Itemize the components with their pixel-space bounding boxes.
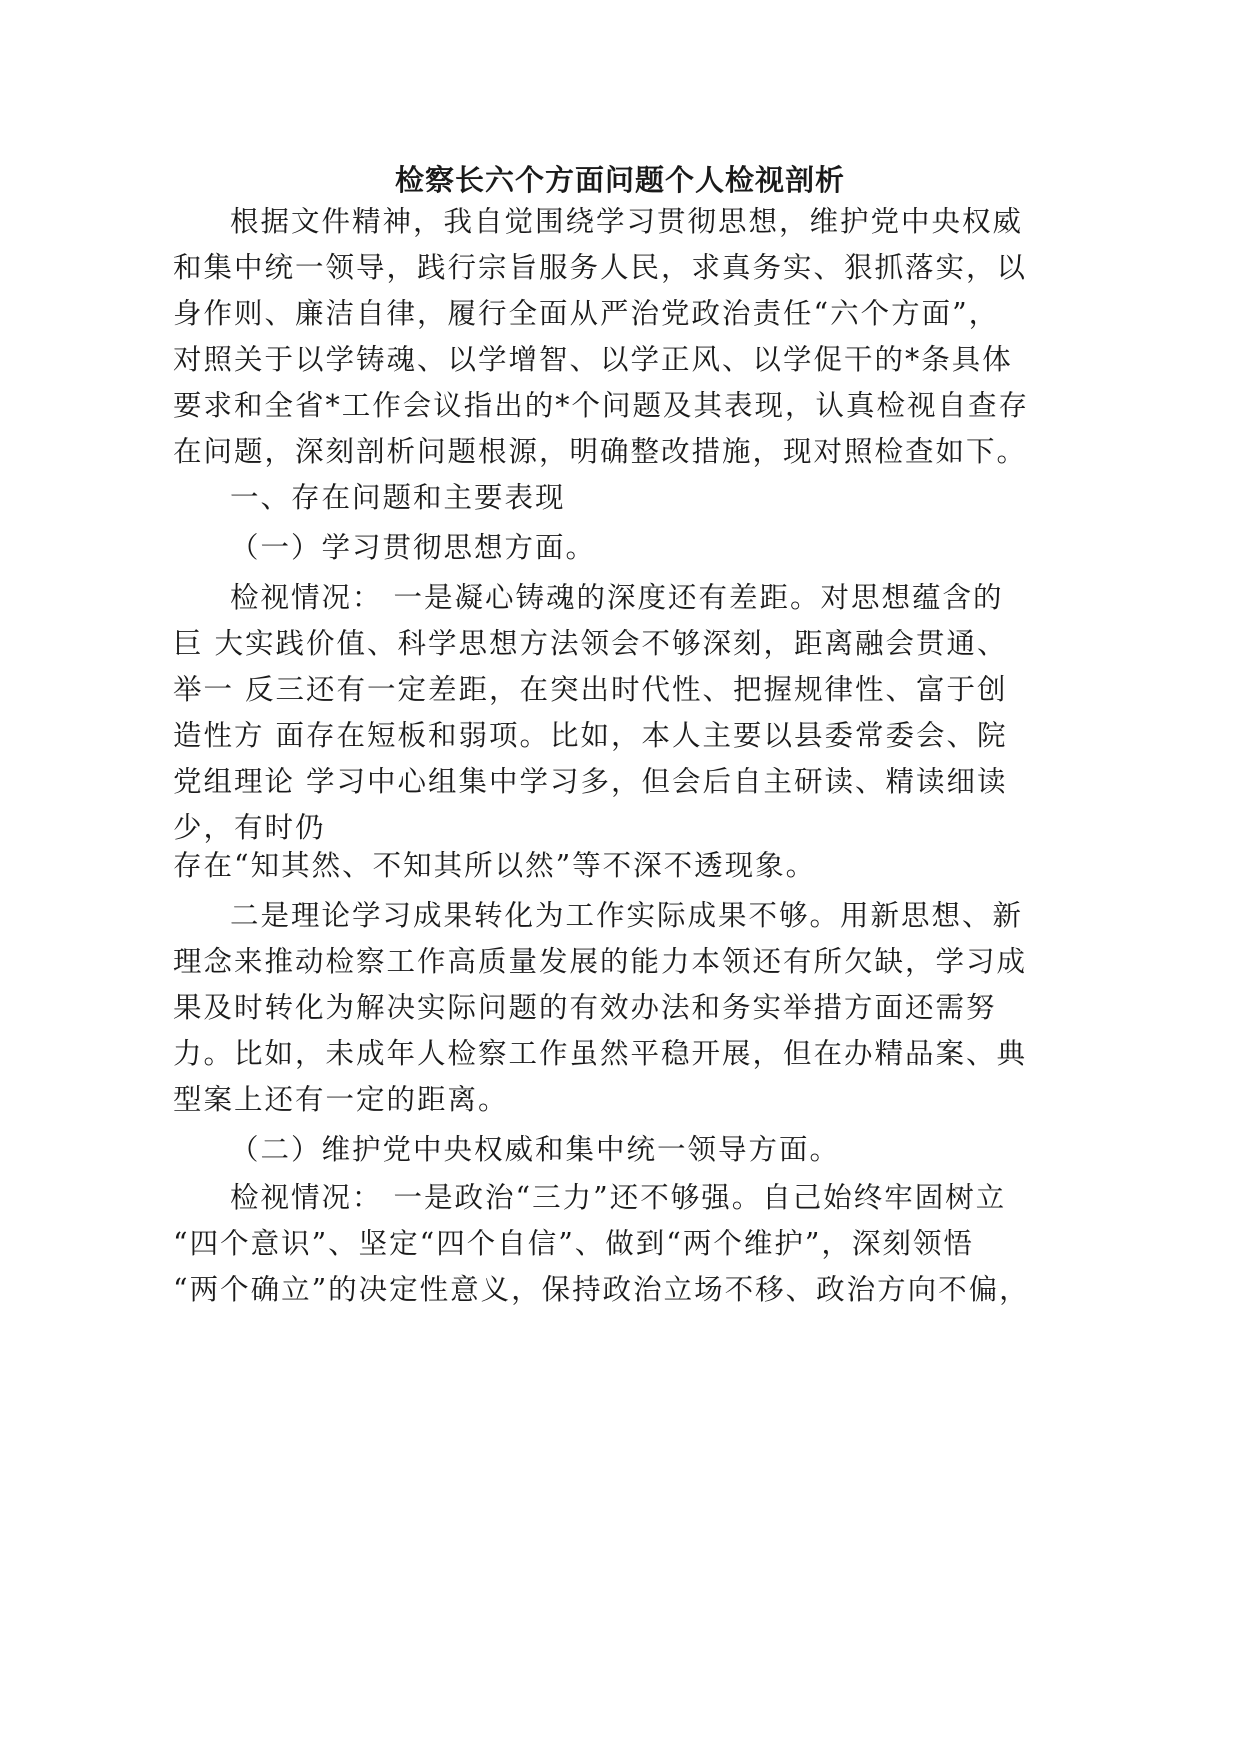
sub1-p1-line-1: 检视情况： 一是凝心铸魂的深度还有差距。对思想蕴含的	[230, 581, 1004, 614]
intro-line-3: 身作则、廉洁自律，履行全面从严治党政治责任“六个方面”，	[173, 297, 1000, 330]
intro-line-2: 和集中统一领导，践行宗旨服务人民，求真务实、狠抓落实，以	[173, 251, 1028, 284]
sub1-p2-line-1: 二是理论学习成果转化为工作实际成果不够。用新思想、新	[230, 899, 1024, 932]
sub1-p1-line-7: 存在“知其然、不知其所以然”等不深不透现象。	[173, 849, 817, 882]
sub1-p1-line-4: 造性方 面存在短板和弱项。比如，本人主要以县委常委会、院	[173, 719, 1008, 752]
sub1-p1-line-5: 党组理论 学习中心组集中学习多，但会后自主研读、精读细读	[173, 765, 1008, 798]
sub1-p2-line-4: 力。比如，未成年人检察工作虽然平稳开展，但在办精品案、典	[173, 1037, 1028, 1070]
document-title: 检察长六个方面问题个人检视剖析	[394, 163, 845, 197]
sub1-p1-line-2: 巨 大实践价值、科学思想方法领会不够深刻，距离融会贯通、	[173, 627, 1008, 660]
sub2-p1-line-1: 检视情况： 一是政治“三力”还不够强。自己始终牢固树立	[230, 1181, 1007, 1214]
intro-line-1: 根据文件精神，我自觉围绕学习贯彻思想，维护党中央权威	[230, 205, 1024, 238]
section-heading-1: 一、存在问题和主要表现	[230, 481, 566, 514]
subsection-heading-1: （一）学习贯彻思想方面。	[230, 531, 597, 564]
sub1-p1-line-6: 少，有时仍	[173, 811, 326, 844]
sub2-p1-line-2: “四个意识”、坚定“四个自信”、做到“两个维护”，深刻领悟	[173, 1227, 974, 1260]
sub1-p1-line-3: 举一 反三还有一定差距，在突出时代性、把握规律性、富于创	[173, 673, 1008, 706]
intro-line-4: 对照关于以学铸魂、以学增智、以学正风、以学促干的*条具体	[173, 343, 1013, 376]
sub2-p1-line-3: “两个确立”的决定性意义，保持政治立场不移、政治方向不偏，	[173, 1273, 1030, 1306]
sub1-p2-line-3: 果及时转化为解决实际问题的有效办法和务实举措方面还需努	[173, 991, 997, 1024]
sub1-p2-line-5: 型案上还有一定的距离。	[173, 1083, 509, 1116]
subsection-heading-2: （二）维护党中央权威和集中统一领导方面。	[230, 1133, 841, 1166]
intro-line-6: 在问题，深刻剖析问题根源，明确整改措施，现对照检查如下。	[173, 435, 1028, 468]
sub1-p2-line-2: 理念来推动检察工作高质量发展的能力本领还有所欠缺，学习成	[173, 945, 1028, 978]
intro-line-5: 要求和全省*工作会议指出的*个问题及其表现，认真检视自查存	[173, 389, 1030, 422]
